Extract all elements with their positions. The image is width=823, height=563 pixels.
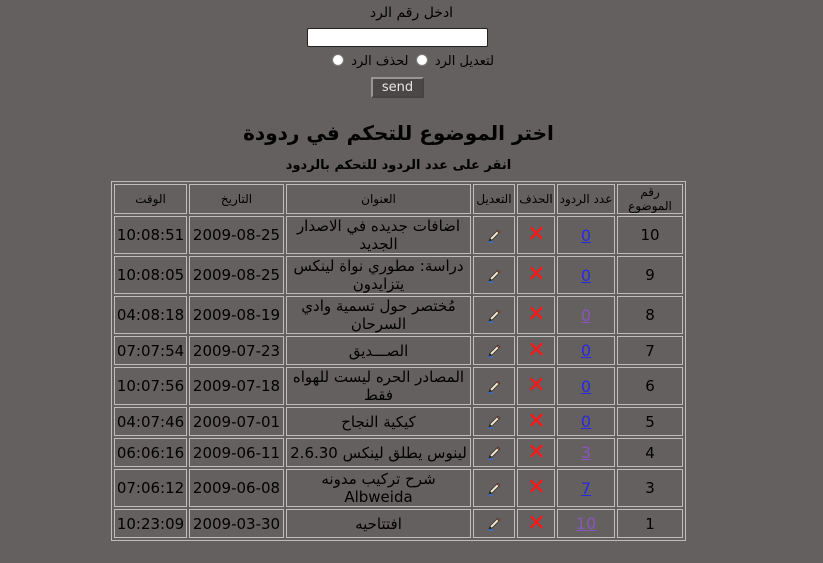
- reply-count-link[interactable]: 0: [580, 376, 592, 396]
- edit-cell: [473, 216, 515, 254]
- table-row: [114, 438, 683, 467]
- reply-count-cell: [557, 256, 615, 294]
- table-row: [114, 296, 683, 334]
- reply-count-link[interactable]: 0: [580, 412, 592, 431]
- topic-number: 7: [617, 336, 683, 365]
- edit-cell: [473, 407, 515, 436]
- topic-date: 2009-06-08: [189, 469, 284, 507]
- table-row: [114, 407, 683, 436]
- topic-time: 10:07:56: [114, 367, 187, 405]
- topic-number: 8: [617, 296, 683, 334]
- pencil-edit-icon[interactable]: [486, 516, 502, 532]
- topic-number: 5: [617, 407, 683, 436]
- delete-cell: [517, 256, 555, 294]
- edit-cell: [473, 296, 515, 334]
- topic-date: 2009-07-23: [189, 336, 284, 365]
- reply-count-cell: [557, 296, 615, 334]
- header-topic-number: رقم الموضوع: [617, 184, 683, 214]
- topic-date: 2009-08-19: [189, 296, 284, 334]
- topic-title: المصادر الحره ليست للهواه فقط: [286, 367, 471, 405]
- delete-x-icon[interactable]: [529, 342, 543, 360]
- topic-date: 2009-08-25: [189, 216, 284, 254]
- delete-reply-label: لحذف الرد: [351, 54, 409, 69]
- topic-time: 04:07:46: [114, 407, 187, 436]
- reply-count-cell: [557, 469, 615, 507]
- delete-x-icon[interactable]: [529, 515, 543, 533]
- pencil-edit-icon[interactable]: [486, 445, 502, 461]
- delete-cell: [517, 469, 555, 507]
- table-row: [114, 256, 683, 294]
- pencil-edit-icon[interactable]: [486, 481, 502, 497]
- topic-number: 6: [617, 367, 683, 405]
- header-date: التاريخ: [189, 184, 284, 214]
- pencil-edit-icon[interactable]: [486, 343, 502, 359]
- edit-cell: [473, 367, 515, 405]
- table-row: [114, 336, 683, 365]
- delete-cell: [517, 407, 555, 436]
- topic-title: دراسة: مطوري نواة لينكس يتزايدون: [286, 256, 471, 294]
- send-button[interactable]: send: [371, 77, 424, 98]
- reply-count-cell: [557, 336, 615, 365]
- header-time: الوقت: [114, 184, 187, 214]
- topic-time: 04:08:18: [114, 296, 187, 334]
- reply-count-cell: [557, 216, 615, 254]
- header-edit: التعديل: [473, 184, 515, 214]
- reply-count-cell: [557, 509, 615, 538]
- delete-x-icon[interactable]: [529, 479, 543, 497]
- topic-date: 2009-06-11: [189, 438, 284, 467]
- topic-number: 3: [617, 469, 683, 507]
- reply-number-label: ادخل رقم الرد: [369, 5, 454, 21]
- pencil-edit-icon[interactable]: [486, 414, 502, 430]
- edit-cell: [473, 509, 515, 538]
- reply-count-link[interactable]: 3: [580, 443, 592, 462]
- topic-date: 2009-07-18: [189, 367, 284, 405]
- table-row: [114, 367, 683, 405]
- edit-cell: [473, 256, 515, 294]
- topic-time: 10:23:09: [114, 509, 187, 538]
- delete-x-icon[interactable]: [529, 306, 543, 324]
- delete-cell: [517, 509, 555, 538]
- delete-cell: [517, 336, 555, 365]
- delete-cell: [517, 216, 555, 254]
- topic-title: لينوس يطلق لينكس 2.6.30: [286, 438, 471, 467]
- topic-number: 4: [617, 438, 683, 467]
- reply-count-link[interactable]: 7: [580, 478, 592, 498]
- delete-reply-radio[interactable]: [332, 54, 344, 66]
- header-delete: الحذف: [517, 184, 555, 214]
- delete-cell: [517, 438, 555, 467]
- topic-title: الصـــديق: [286, 336, 471, 365]
- delete-x-icon[interactable]: [529, 226, 543, 244]
- pencil-edit-icon[interactable]: [486, 268, 502, 284]
- edit-cell: [473, 469, 515, 507]
- edit-reply-label: لتعديل الرد: [434, 54, 494, 69]
- delete-cell: [517, 296, 555, 334]
- delete-x-icon[interactable]: [529, 444, 543, 462]
- topic-number: 1: [617, 509, 683, 538]
- reply-count-link[interactable]: 10: [575, 514, 597, 533]
- header-title: العنوان: [286, 184, 471, 214]
- reply-number-input[interactable]: [307, 28, 488, 47]
- delete-x-icon[interactable]: [529, 266, 543, 284]
- delete-reply-option[interactable]: [329, 54, 408, 69]
- pencil-edit-icon[interactable]: [486, 308, 502, 324]
- edit-cell: [473, 336, 515, 365]
- topic-title: اضافات جديده في الاصدار الجديد: [286, 216, 471, 254]
- reply-count-link[interactable]: 0: [580, 305, 592, 325]
- delete-x-icon[interactable]: [529, 413, 543, 431]
- topic-time: 10:08:05: [114, 256, 187, 294]
- action-radio-group: [0, 52, 823, 72]
- topic-number: 10: [617, 216, 683, 254]
- topic-time: 06:06:16: [114, 438, 187, 467]
- header-reply-count: عدد الردود: [557, 184, 615, 214]
- delete-x-icon[interactable]: [529, 377, 543, 395]
- edit-reply-radio[interactable]: [416, 54, 428, 66]
- topic-title: افتتاحيه: [286, 509, 471, 538]
- page-subtitle: انقر على عدد الردود للتحكم بالردود: [285, 158, 512, 173]
- reply-count-link[interactable]: 0: [580, 265, 592, 285]
- reply-count-link[interactable]: 0: [580, 225, 592, 245]
- topics-table: [111, 181, 686, 541]
- page-title: اختر الموضوع للتحكم في ردودة: [243, 121, 554, 145]
- topic-title: كيكية النجاح: [286, 407, 471, 436]
- reply-count-cell: [557, 367, 615, 405]
- topic-number: 9: [617, 256, 683, 294]
- topic-date: 2009-03-30: [189, 509, 284, 538]
- pencil-edit-icon[interactable]: [486, 379, 502, 395]
- table-row: [114, 469, 683, 507]
- reply-count-cell: [557, 407, 615, 436]
- reply-count-link[interactable]: 0: [580, 341, 592, 360]
- table-row: [114, 509, 683, 538]
- edit-reply-option[interactable]: [409, 54, 494, 69]
- delete-cell: [517, 367, 555, 405]
- table-row: [114, 216, 683, 254]
- topic-time: 07:06:12: [114, 469, 187, 507]
- topic-title: مُختصر حول تسمية وادي السرحان: [286, 296, 471, 334]
- topic-date: 2009-08-25: [189, 256, 284, 294]
- topic-date: 2009-07-01: [189, 407, 284, 436]
- reply-count-cell: [557, 438, 615, 467]
- topic-title: شرح تركيب مدونه Albweida: [286, 469, 471, 507]
- table-header-row: [114, 184, 683, 214]
- topic-time: 07:07:54: [114, 336, 187, 365]
- edit-cell: [473, 438, 515, 467]
- topic-time: 10:08:51: [114, 216, 187, 254]
- pencil-edit-icon[interactable]: [486, 228, 502, 244]
